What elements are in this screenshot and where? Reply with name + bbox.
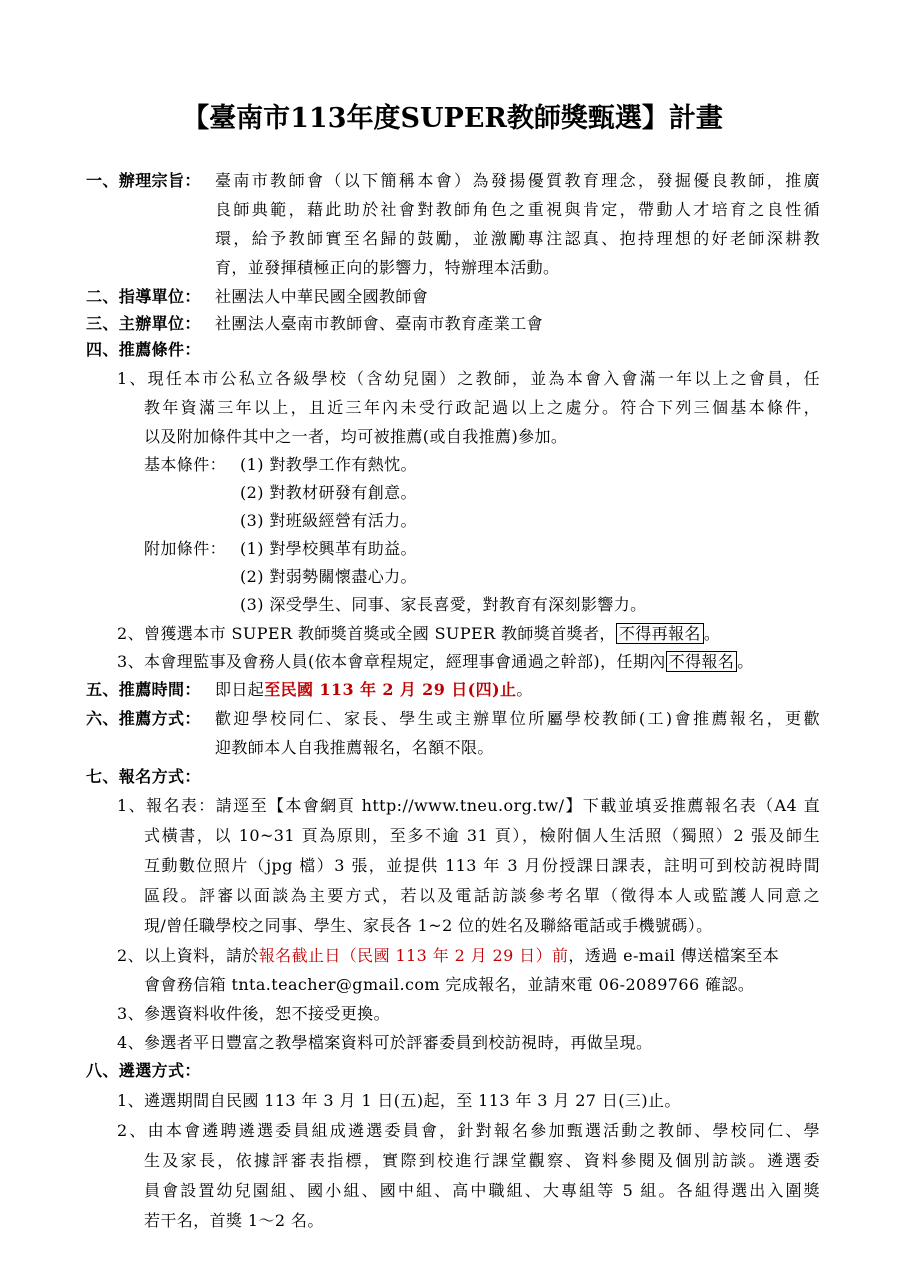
section-7-item-2-line-2: 會會務信箱 tnta.teacher@gmail.com 完成報名，並請來電 06-2089766 確認。 [144, 975, 755, 994]
section-8-item-2-line: 員會設置幼兒園組、國小組、國中組、高中職組、大專組等 5 組。各組得選出入圍獎 [144, 1181, 820, 1200]
section-5-heading: 五、推薦時間： [86, 680, 201, 699]
extra-conditions-label: 附加條件： [144, 539, 227, 558]
section-8-heading: 八、遴選方式： [86, 1061, 201, 1080]
section-7-item-1-line: 區段。評審以面談為主要方式，若以及電話訪談參考名單（徵得本人或監護人同意之 [144, 886, 820, 905]
section-1-line: 環，給予教師實至名歸的鼓勵，並激勵專注認真、抱持理想的好老師深耕教 [215, 229, 820, 248]
section-2-text: 社團法人中華民國全國教師會 [215, 287, 429, 306]
no-reapply-notice: 不得再報名 [616, 623, 704, 644]
extra-condition: (3) 深受學生、同事、家長喜愛，對教育有深刻影響力。 [240, 595, 647, 614]
section-7-item-4: 4、參選者平日豐富之教學檔案資料可於評審委員到校訪視時，再做呈現。 [117, 1033, 653, 1052]
section-4-item-3-end: 。 [737, 652, 754, 671]
section-2-heading: 二、指導單位： [86, 287, 201, 306]
basic-condition: (1) 對教學工作有熱忱。 [240, 455, 417, 474]
section-5-end: 。 [516, 680, 533, 699]
section-8-item-2-line: 2、由本會遴聘遴選委員組成遴選委員會，針對報名參加甄選活動之教師、學校同仁、學 [117, 1121, 820, 1140]
section-7-item-3: 3、參選資料收件後，恕不接受更換。 [117, 1004, 390, 1023]
section-8-item-2-line: 若干名，首獎 1～2 名。 [144, 1211, 324, 1230]
section-5-text [215, 680, 533, 700]
section-4-item-3-text: 3、本會理監事及會務人員(依本會章程規定，經理事會通過之幹部)，任期內 [117, 652, 666, 671]
section-1-line: 育，並發揮積極正向的影響力，特辦理本活動。 [215, 258, 560, 277]
section-4-item-2 [117, 624, 720, 644]
section-7-item-2-start: 2、以上資料，請於 [117, 946, 259, 965]
extra-condition: (1) 對學校興革有助益。 [240, 539, 417, 558]
section-1-line: 臺南市教師會（以下簡稱本會）為發揚優質教育理念，發掘優良教師，推廣 [215, 171, 820, 190]
section-4-item-1-line: 以及附加條件其中之一者，均可被推薦(或自我推薦)參加。 [144, 427, 568, 446]
section-7-heading: 七、報名方式： [86, 767, 201, 786]
section-8-item-2-line: 生及家長，依據評審表指標，實際到校進行課堂觀察、資料參閱及個別訪談。遴選委 [144, 1151, 820, 1170]
basic-condition: (2) 對教材研發有創意。 [240, 483, 417, 502]
section-4-item-1-line: 1、現任本市公私立各級學校（含幼兒園）之教師，並為本會入會滿一年以上之會員，任 [117, 369, 820, 388]
basic-condition: (3) 對班級經營有活力。 [240, 511, 417, 530]
section-4-item-3 [117, 652, 754, 672]
section-7-item-1-line: 現/曾任職學校之同事、學生、家長各 1~2 位的姓名及聯絡電話或手機號碼）。 [144, 916, 713, 935]
section-4-item-2-end: 。 [703, 624, 721, 643]
no-apply-notice: 不得報名 [666, 651, 738, 672]
section-4-heading: 四、推薦條件： [86, 340, 201, 359]
extra-condition: (2) 對弱勢關懷盡心力。 [240, 567, 417, 586]
section-6-heading: 六、推薦方式： [86, 709, 201, 728]
section-1-line: 良師典範，藉此助於社會對教師角色之重視與肯定，帶動人才培育之良性循 [215, 200, 820, 219]
section-3-heading: 三、主辦單位： [86, 314, 201, 333]
section-7-item-1-line: 互動數位照片（jpg 檔）3 張，並提供 113 年 3 月份授課日課表，註明可到校訪視時間 [144, 856, 820, 875]
section-7-item-2-end: ，透過 e-mail 傳送檔案至本 [568, 946, 780, 965]
basic-conditions-label: 基本條件： [144, 455, 227, 474]
section-6-line: 迎教師本人自我推薦報名，名額不限。 [215, 738, 494, 757]
section-3-text: 社團法人臺南市教師會、臺南市教育產業工會 [215, 314, 544, 333]
section-7-item-2 [117, 946, 779, 966]
section-8-item-1: 1、遴選期間自民國 113 年 3 月 1 日(五)起，至 113 年 3 月 27 日(三)止。 [117, 1091, 681, 1110]
deadline-red-text: 至民國 113 年 2 月 29 日(四)止 [264, 680, 517, 699]
deadline-red-text-2: 報名截止日（民國 113 年 2 月 29 日）前 [258, 946, 569, 965]
section-5-start: 即日起 [215, 680, 265, 699]
section-7-item-1-line: 1、報名表：請逕至【本會網頁 http://www.tneu.org.tw/】下載並填妥推薦報名表（A4 直 [117, 796, 820, 815]
section-7-item-1-line: 式橫書，以 10~31 頁為原則，至多不逾 31 頁），檢附個人生活照（獨照）2 張及師生 [144, 826, 820, 845]
section-6-line: 歡迎學校同仁、家長、學生或主辦單位所屬學校教師(工)會推薦報名，更歡 [215, 709, 820, 728]
section-1-heading: 一、辦理宗旨： [86, 171, 201, 190]
section-4-item-2-text: 2、曾獲選本市 SUPER 教師獎首獎或全國 SUPER 教師獎首獎者， [117, 624, 616, 643]
page-title: 【臺南市113年度SUPER教師獎甄選】計畫 [182, 103, 723, 134]
section-4-item-1-line: 教年資滿三年以上，且近三年內未受行政記過以上之處分。符合下列三個基本條件， [144, 398, 820, 417]
